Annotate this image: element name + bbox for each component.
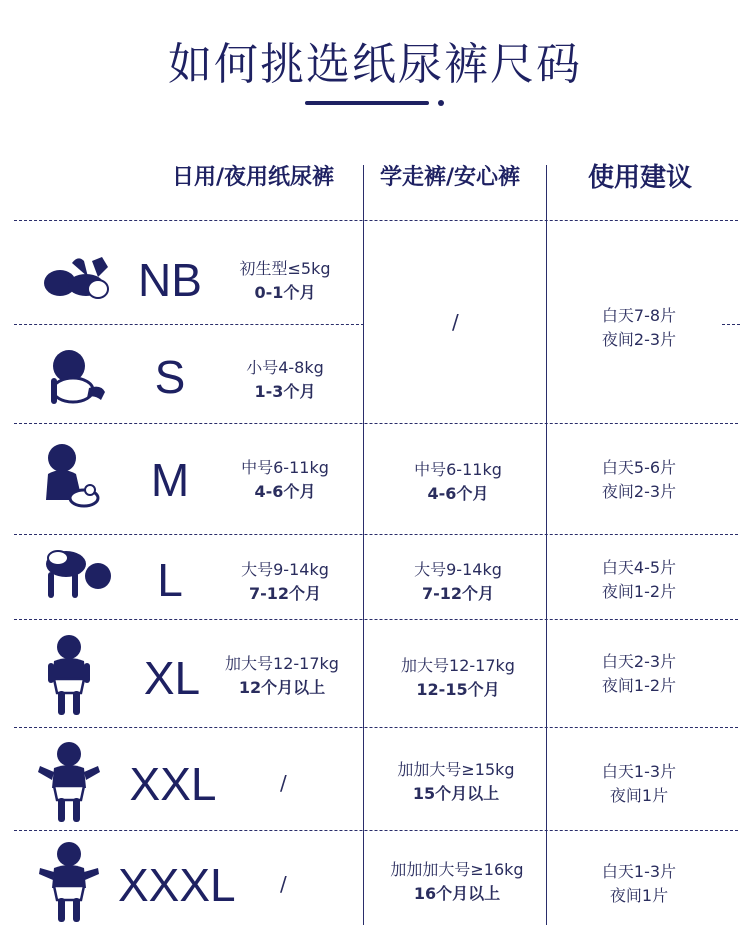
baby-crawling-icon xyxy=(45,348,109,412)
row-divider xyxy=(14,830,738,831)
pants-spec xyxy=(388,558,528,606)
diaper-weight: 初生型≤5kg xyxy=(239,259,331,278)
usage-night: 夜间2-3片 xyxy=(601,330,677,349)
column-divider-1 xyxy=(363,165,364,925)
diaper-empty: / xyxy=(280,872,287,896)
row-divider xyxy=(14,727,738,728)
row-divider xyxy=(14,220,738,221)
title-underline xyxy=(305,101,429,105)
diaper-spec xyxy=(215,257,355,305)
usage-day: 白天1-3片 xyxy=(601,762,677,781)
row-divider xyxy=(722,324,740,325)
usage-suggestion xyxy=(574,650,704,698)
row-divider xyxy=(14,534,738,535)
baby-bending-icon xyxy=(42,548,112,606)
usage-suggestion xyxy=(574,760,704,808)
usage-suggestion xyxy=(574,860,704,908)
size-label: L xyxy=(157,554,183,606)
baby-lying-icon xyxy=(42,255,114,309)
pants-weight: 加大号12-17kg xyxy=(401,656,515,675)
pants-spec xyxy=(378,858,536,906)
pants-age: 16个月以上 xyxy=(413,884,501,903)
usage-day: 白天5-6片 xyxy=(601,458,677,477)
diaper-age: 12个月以上 xyxy=(238,678,326,697)
diaper-age: 0-1个月 xyxy=(254,283,316,302)
size-label: M xyxy=(150,454,190,506)
pants-weight: 中号6-11kg xyxy=(414,460,502,479)
row-divider xyxy=(14,423,738,424)
toddler-standing-icon xyxy=(46,633,92,723)
usage-night: 夜间1-2片 xyxy=(601,582,677,601)
row-divider xyxy=(14,619,738,620)
diaper-weight: 中号6-11kg xyxy=(241,458,329,477)
column-divider-2 xyxy=(546,165,547,925)
usage-day: 白天4-5片 xyxy=(601,558,677,577)
row-divider xyxy=(14,324,364,325)
size-label: XXXL xyxy=(118,859,236,911)
pants-weight: 加加大号≥15kg xyxy=(397,760,515,779)
pants-spec xyxy=(388,654,528,702)
usage-day: 白天1-3片 xyxy=(601,862,677,881)
diaper-weight: 小号4-8kg xyxy=(246,358,324,377)
toddler-arms-up-icon xyxy=(38,840,100,930)
size-label: XL xyxy=(143,652,201,704)
usage-night: 夜间1-2片 xyxy=(601,676,677,695)
diaper-spec xyxy=(212,652,352,700)
diaper-empty: / xyxy=(280,771,287,795)
pants-weight: 大号9-14kg xyxy=(414,560,502,579)
size-label: S xyxy=(154,351,186,403)
diaper-age: 7-12个月 xyxy=(248,584,322,603)
diaper-spec xyxy=(215,558,355,606)
usage-day: 白天7-8片 xyxy=(601,306,677,325)
size-label: XXL xyxy=(129,758,217,810)
pants-empty: / xyxy=(452,310,459,334)
pants-spec xyxy=(386,758,526,806)
usage-night: 夜间1片 xyxy=(609,886,669,905)
diaper-spec xyxy=(215,356,355,404)
header-diaper: 日用/夜用纸尿裤 xyxy=(172,165,335,190)
diaper-weight: 大号9-14kg xyxy=(241,560,329,579)
usage-suggestion xyxy=(574,456,704,504)
pants-weight: 加加加大号≥16kg xyxy=(390,860,524,879)
usage-day: 白天2-3片 xyxy=(601,652,677,671)
header-usage: 使用建议 xyxy=(588,163,693,193)
diaper-spec xyxy=(215,456,355,504)
diaper-age: 1-3个月 xyxy=(254,382,316,401)
size-label: NB xyxy=(138,254,202,306)
toddler-waving-icon xyxy=(38,740,100,830)
header-pants: 学走裤/安心裤 xyxy=(380,165,521,190)
usage-night: 夜间1片 xyxy=(609,786,669,805)
pants-age: 4-6个月 xyxy=(427,484,489,503)
baby-sitting-icon xyxy=(40,442,104,514)
pants-spec xyxy=(388,458,528,506)
diaper-weight: 加大号12-17kg xyxy=(225,654,339,673)
usage-suggestion xyxy=(574,304,704,352)
usage-night: 夜间2-3片 xyxy=(601,482,677,501)
page-title: 如何挑选纸尿裤尺码 xyxy=(168,39,582,90)
usage-suggestion xyxy=(574,556,704,604)
pants-age: 15个月以上 xyxy=(412,784,500,803)
pants-age: 12-15个月 xyxy=(416,680,500,699)
diaper-age: 4-6个月 xyxy=(254,482,316,501)
title-dot xyxy=(438,100,444,106)
pants-age: 7-12个月 xyxy=(421,584,495,603)
